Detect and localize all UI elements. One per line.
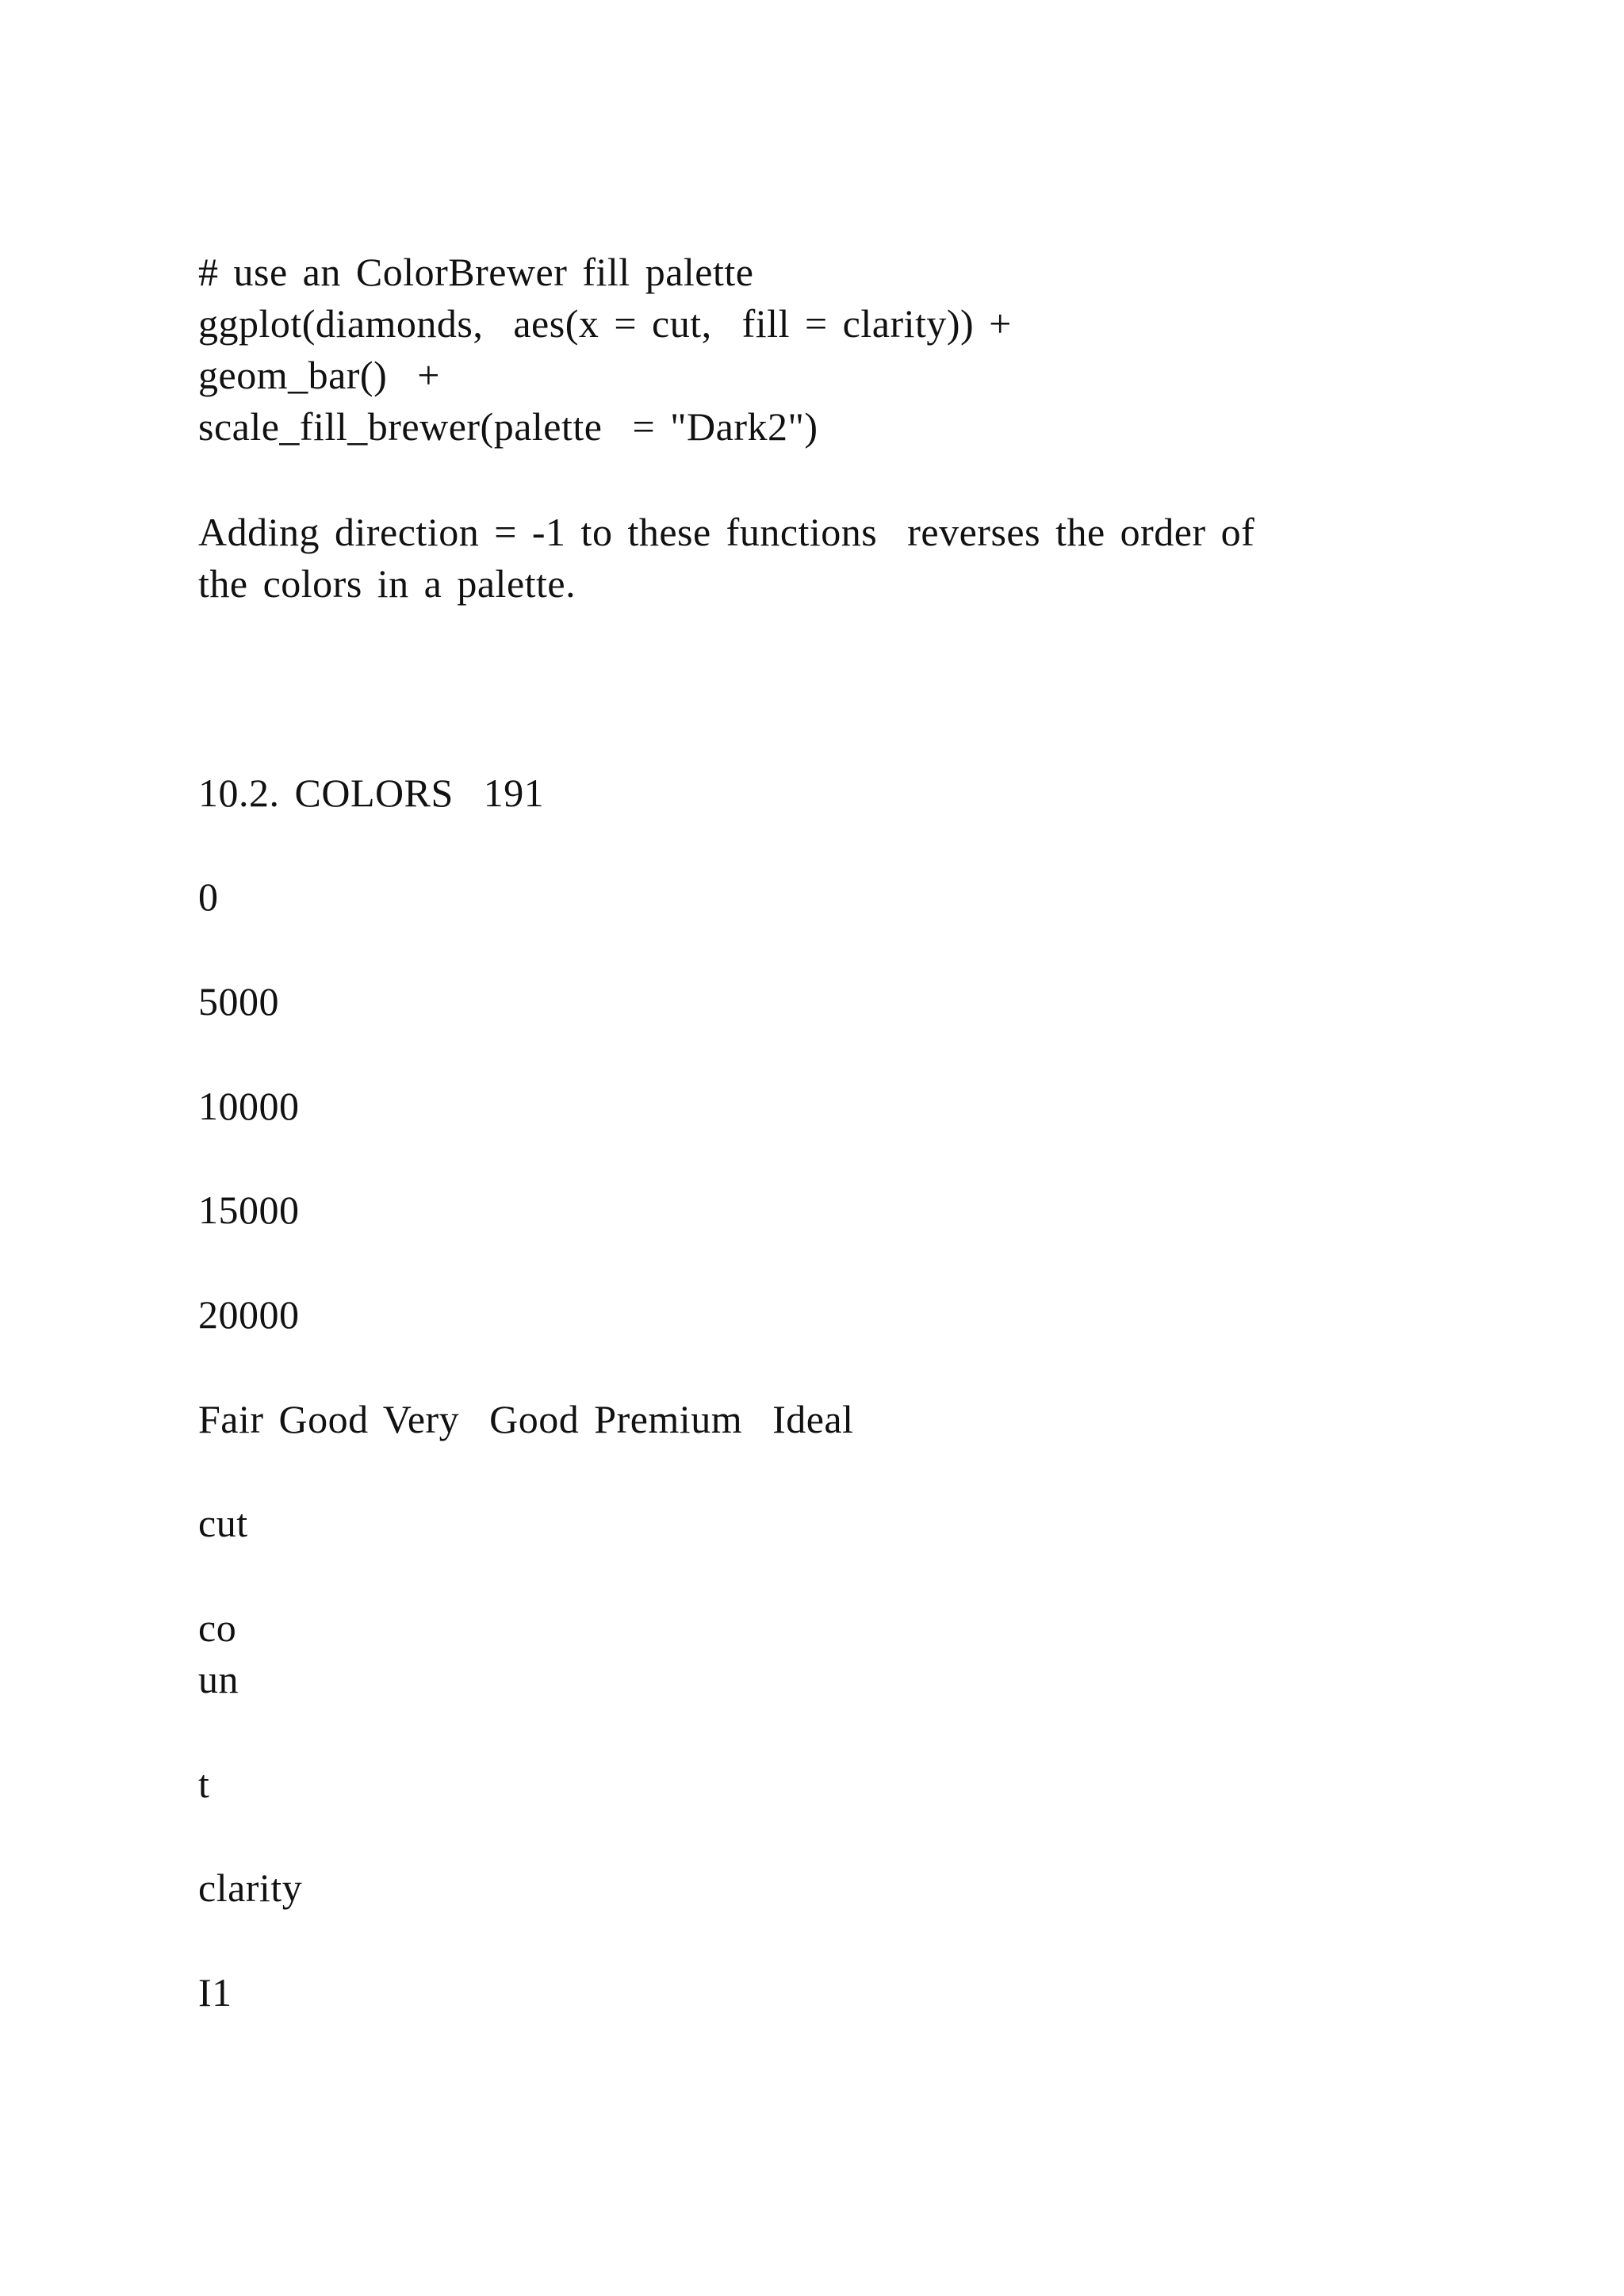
y-tick-label: 10000 [198,1084,300,1128]
code-line-geom-bar: geom_bar() + [198,353,440,397]
legend-item: I1 [198,1970,232,2015]
x-category-labels: Fair Good Very Good Premium Ideal [198,1397,854,1441]
x-axis-label: cut [198,1501,248,1545]
paragraph-line-1: Adding direction = -1 to these functions reverses the order of [198,510,1255,554]
y-tick-label: 0 [198,874,219,919]
code-line-ggplot: ggplot(diamonds, aes(x = cut, fill = clarity)) + [198,301,1012,346]
y-tick-label: 5000 [198,979,279,1024]
legend-title: clarity [198,1866,303,1910]
paragraph-line-2: the colors in a palette. [198,561,576,606]
code-comment: # use an ColorBrewer fill palette [198,250,754,294]
y-axis-label-fragment: un [198,1657,239,1701]
code-line-scale-fill: scale_fill_brewer(palette = "Dark2") [198,404,818,449]
y-axis-label-fragment: t [198,1762,210,1806]
y-tick-label: 20000 [198,1292,300,1337]
running-header: 10.2. COLORS 191 [198,771,545,815]
y-tick-label: 15000 [198,1188,300,1232]
y-axis-label-fragment: co [198,1605,237,1650]
